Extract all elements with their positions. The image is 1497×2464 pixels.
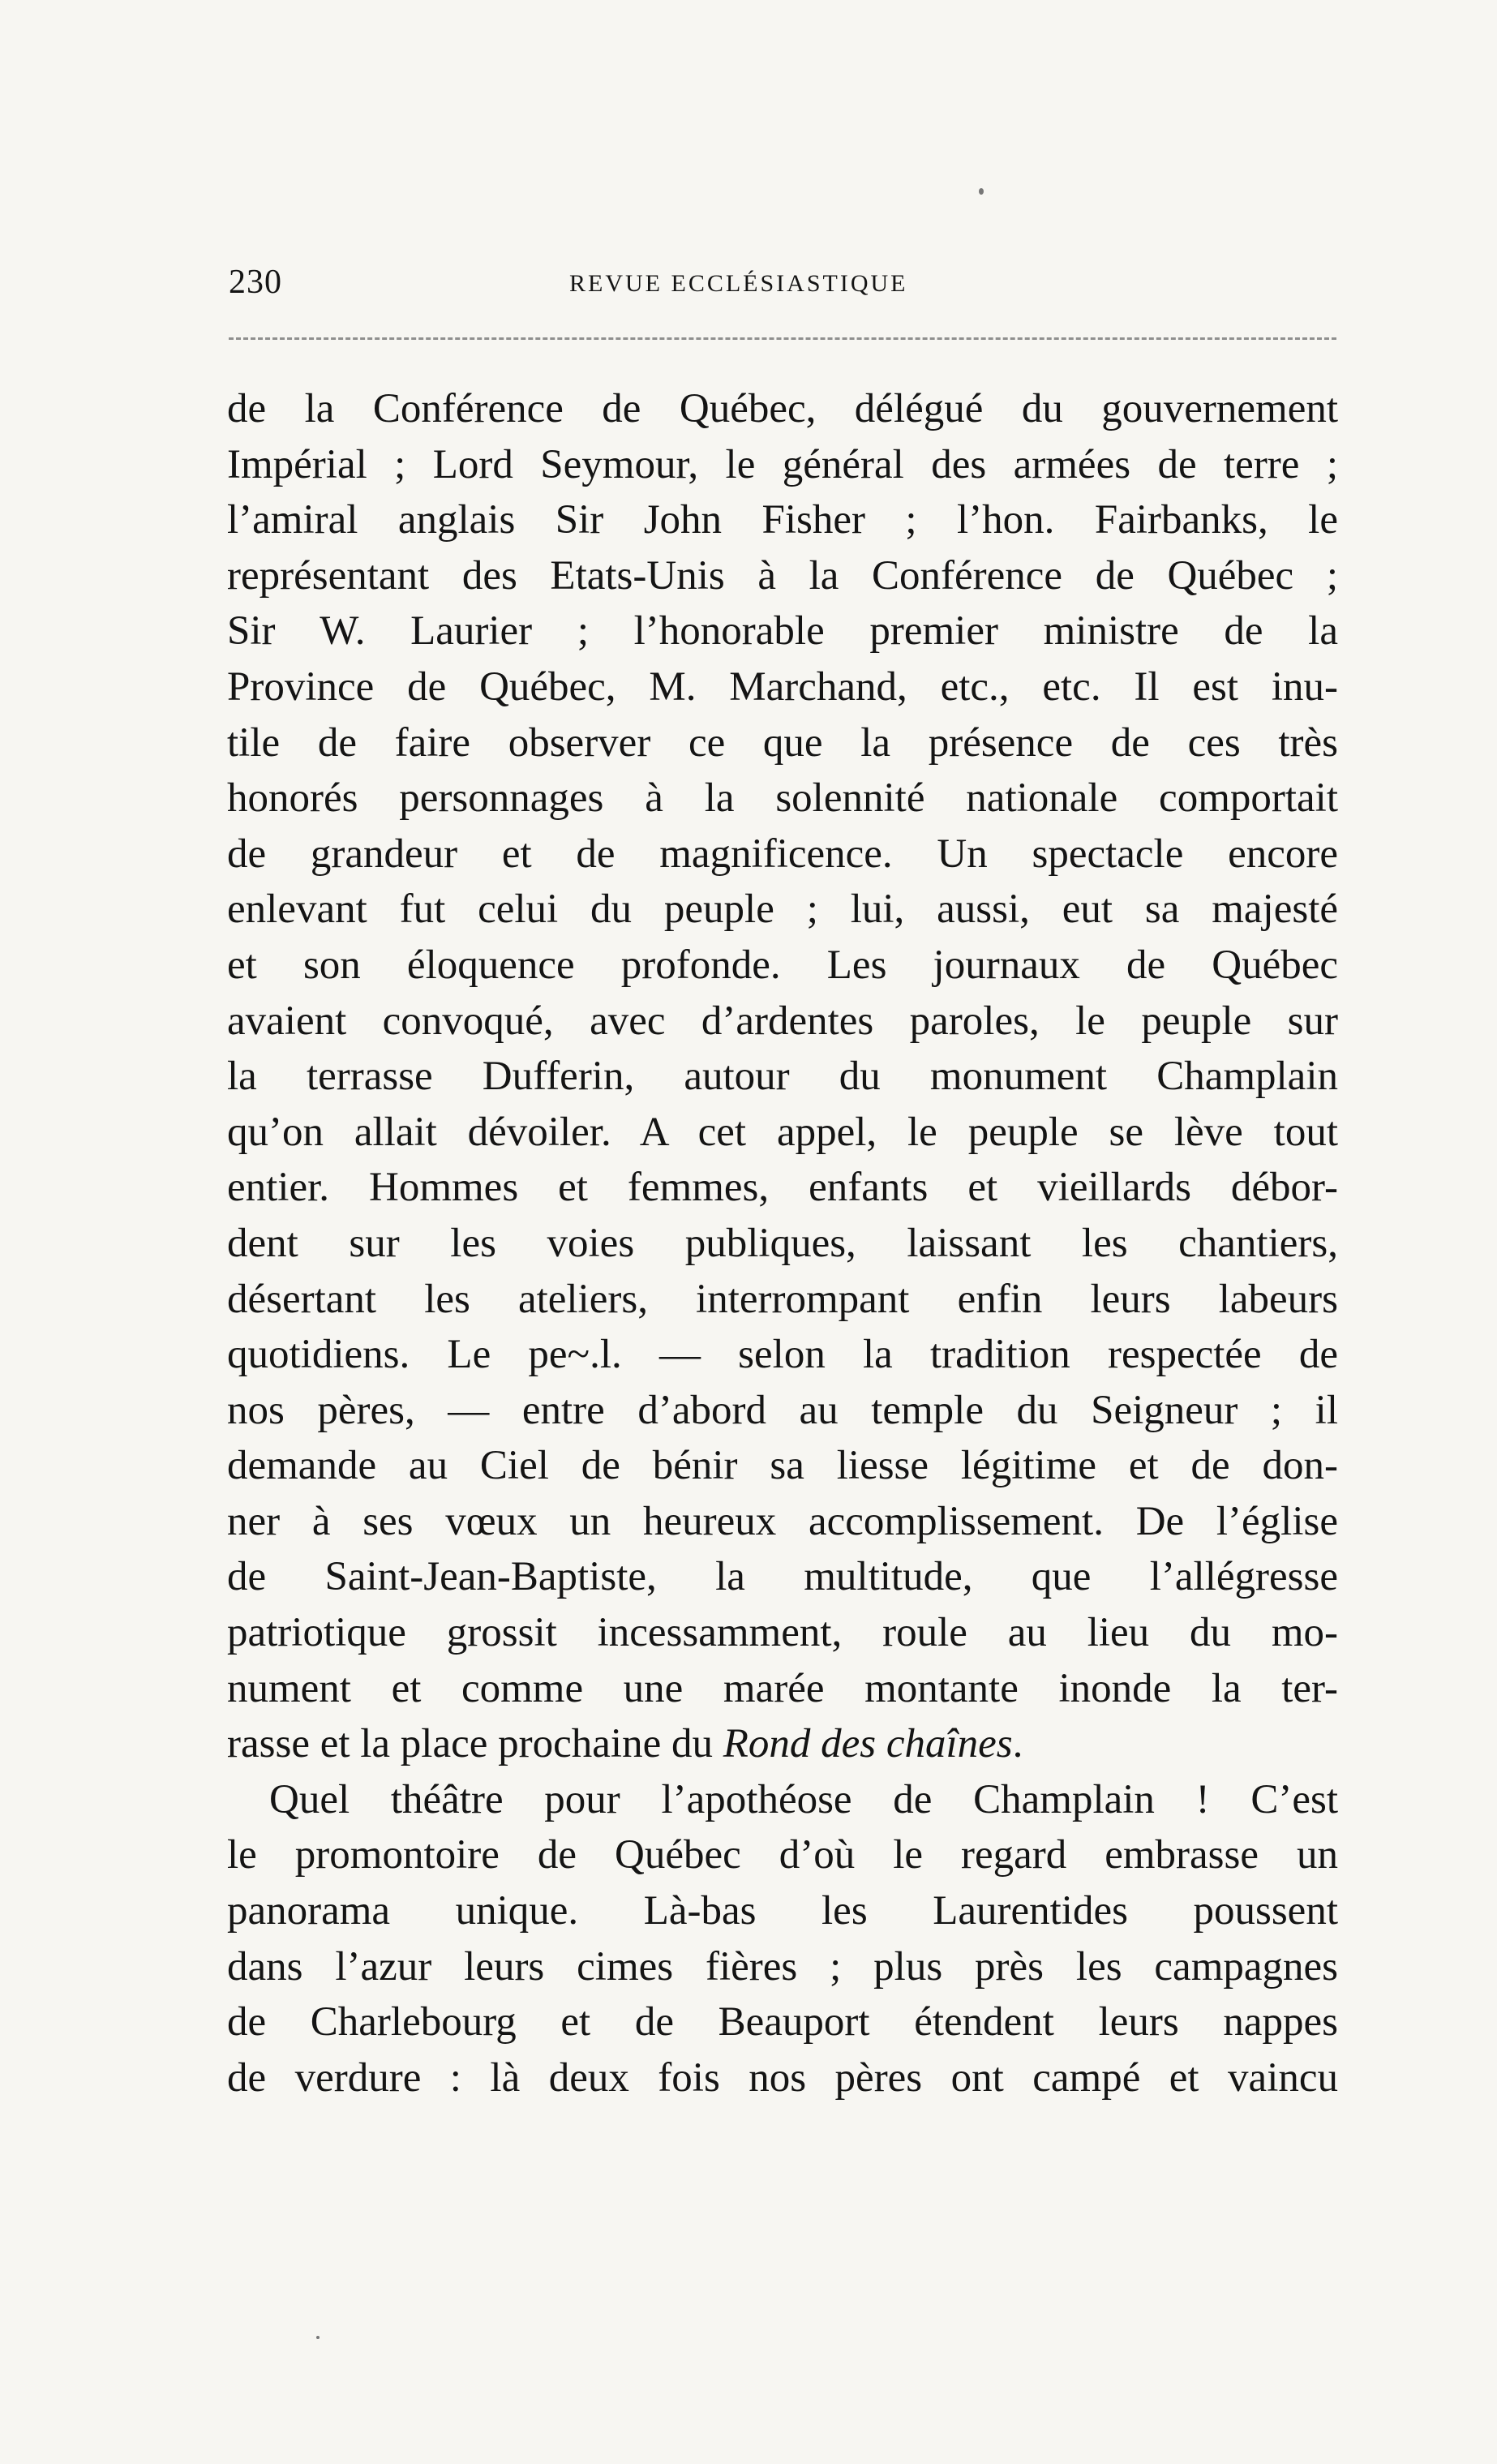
page-number: 230 bbox=[229, 264, 282, 301]
text-fragment: . bbox=[1012, 1721, 1023, 1767]
text-line: de Saint-Jean-Baptiste, la multitude, que l’allégresse bbox=[227, 1554, 1338, 1600]
text-line: demande au Ciel de bénir sa liesse légitime et de don- bbox=[227, 1443, 1338, 1489]
ink-speck-bottom bbox=[316, 2336, 320, 2339]
paragraph-2 bbox=[227, 1772, 1338, 2106]
text-line: dans l’azur leurs cimes fières ; plus près les campagnes bbox=[227, 1943, 1338, 1990]
text-line: Quel théâtre pour l’apothéose de Champlain ! C’est bbox=[269, 1776, 1338, 1822]
text-line: Province de Québec, M. Marchand, etc., etc. Il est inu- bbox=[227, 663, 1338, 710]
text-line: désertant les ateliers, interrompant enfin leurs labeurs bbox=[227, 1276, 1338, 1322]
body-text bbox=[227, 381, 1338, 2106]
text-line: patriotique grossit incessamment, roule au lieu du mo- bbox=[227, 1610, 1338, 1656]
text-line: la terrasse Dufferin, autour du monument Champlain bbox=[227, 1054, 1338, 1100]
text-line: le promontoire de Québec d’où le regard embrasse un bbox=[227, 1832, 1338, 1878]
text-line: tile de faire observer ce que la présence de ces très bbox=[227, 719, 1338, 766]
text-line: de grandeur et de magnificence. Un spectacle encore bbox=[227, 831, 1338, 877]
ink-speck-top bbox=[979, 188, 984, 195]
text-line: qu’on allait dévoiler. A cet appel, le peuple se lève tout bbox=[227, 1109, 1338, 1155]
text-line: quotidiens. Le pe~.l. — selon la tradition respectée de bbox=[227, 1332, 1338, 1378]
text-line: de verdure : là deux fois nos pères ont campé et vaincu bbox=[227, 2054, 1338, 2101]
text-line: de la Conférence de Québec, délégué du gouvernement bbox=[227, 386, 1338, 431]
text-line: panorama unique. Là-bas les Laurentides poussent bbox=[227, 1888, 1338, 1934]
text-line: de Charlebourg et de Beauport étendent leurs nappes bbox=[227, 1999, 1338, 2045]
paragraph-1 bbox=[227, 381, 1338, 1772]
text-line: avaient convoqué, avec d’ardentes paroles, le peuple sur bbox=[227, 998, 1338, 1044]
italic-place-name: Rond des chaînes bbox=[723, 1721, 1013, 1767]
text-line: Impérial ; Lord Seymour, le général des armées de terre ; bbox=[227, 441, 1338, 487]
text-line: et son éloquence profonde. Les journaux de Québec bbox=[227, 942, 1338, 988]
running-head: REVUE ECCLÉSIASTIQUE bbox=[569, 270, 908, 297]
text-fragment: rasse et la place prochaine du bbox=[227, 1721, 723, 1767]
text-line-final bbox=[227, 1716, 1338, 1772]
text-line: dent sur les voies publiques, laissant les chantiers, bbox=[227, 1220, 1338, 1266]
text-line: Sir W. Laurier ; l’honorable premier ministre de la bbox=[227, 608, 1338, 655]
page-header bbox=[229, 258, 1336, 307]
text-line: représentant des Etats-Unis à la Conférence de Québec ; bbox=[227, 552, 1338, 599]
text-line: l’amiral anglais Sir John Fisher ; l’hon. Fairbanks, le bbox=[227, 497, 1338, 543]
text-line: entier. Hommes et femmes, enfants et vieillards débor- bbox=[227, 1165, 1338, 1211]
header-rule bbox=[229, 337, 1336, 340]
text-line: ner à ses vœux un heureux accomplissement. De l’église bbox=[227, 1498, 1338, 1544]
text-line: honorés personnages à la solennité nationale comportait bbox=[227, 775, 1338, 822]
text-line: nos pères, — entre d’abord au temple du Seigneur ; il bbox=[227, 1387, 1338, 1433]
text-line: enlevant fut celui du peuple ; lui, aussi, eut sa majesté bbox=[227, 886, 1338, 933]
text-line: nument et comme une marée montante inonde la ter- bbox=[227, 1665, 1338, 1711]
